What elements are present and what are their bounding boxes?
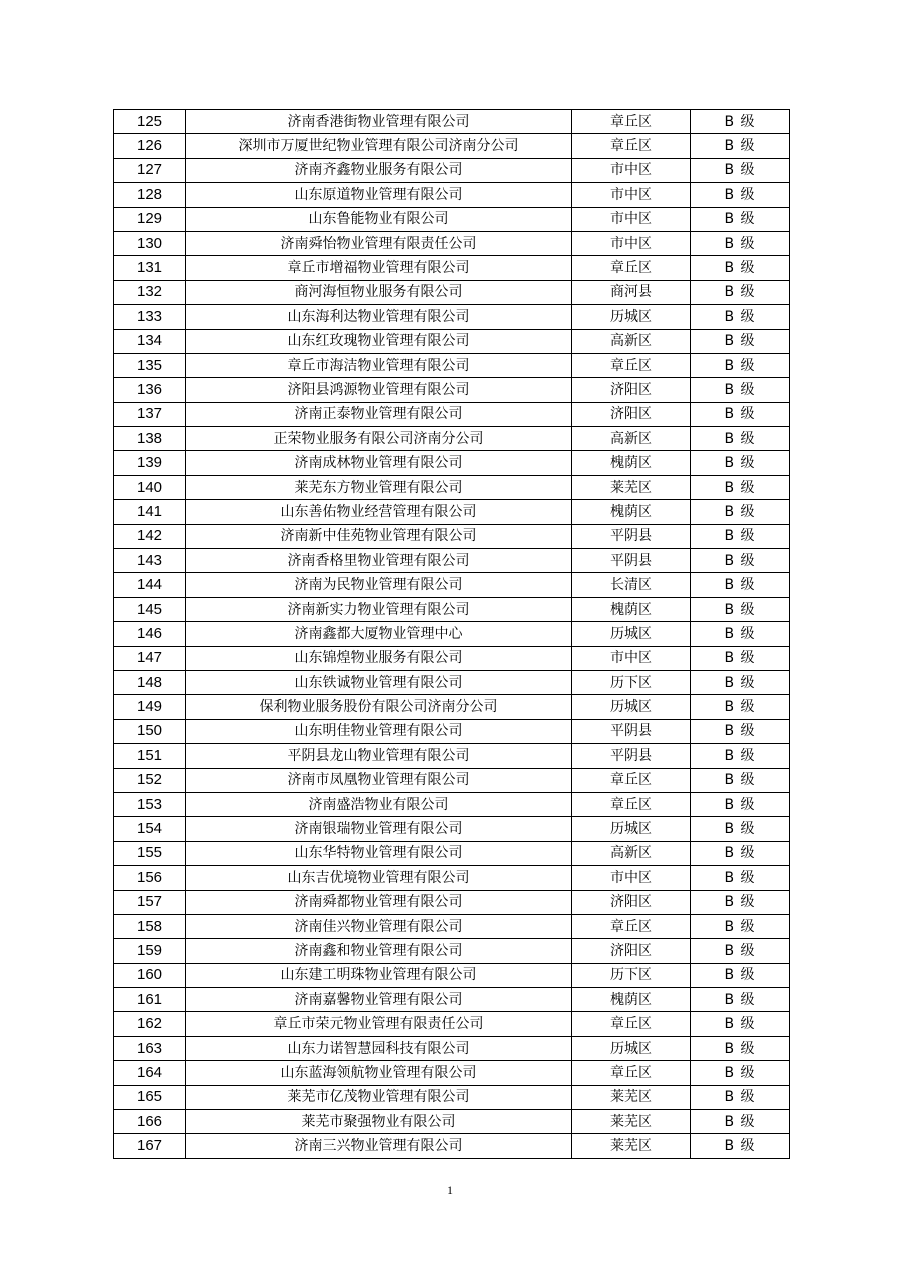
row-number-cell: 152: [114, 768, 186, 792]
district-cell: 章丘区: [572, 792, 691, 816]
grade-cell: B 级: [691, 451, 790, 475]
table-row: [114, 744, 790, 768]
company-name-cell: 济南齐鑫物业服务有限公司: [186, 158, 572, 182]
company-name-cell: 济阳县鸿源物业管理有限公司: [186, 378, 572, 402]
district-cell: 章丘区: [572, 1061, 691, 1085]
company-name-cell: 济南银瑞物业管理有限公司: [186, 817, 572, 841]
grade-cell: B 级: [691, 719, 790, 743]
company-name-cell: 济南嘉馨物业管理有限公司: [186, 988, 572, 1012]
company-name-cell: 济南正泰物业管理有限公司: [186, 402, 572, 426]
table-body: [114, 110, 790, 1159]
row-number-cell: 165: [114, 1085, 186, 1109]
district-cell: 历城区: [572, 695, 691, 719]
table-row: [114, 1134, 790, 1158]
company-name-cell: 山东明佳物业管理有限公司: [186, 719, 572, 743]
table-row: [114, 695, 790, 719]
page-number: 1: [447, 1183, 453, 1197]
table-row: [114, 988, 790, 1012]
row-number-cell: 136: [114, 378, 186, 402]
company-name-cell: 山东铁诚物业管理有限公司: [186, 670, 572, 694]
grade-cell: B 级: [691, 524, 790, 548]
company-name-cell: 济南香港街物业管理有限公司: [186, 110, 572, 134]
table-row: [114, 1110, 790, 1134]
company-name-cell: 章丘市增福物业管理有限公司: [186, 256, 572, 280]
row-number-cell: 151: [114, 744, 186, 768]
row-number-cell: 137: [114, 402, 186, 426]
row-number-cell: 146: [114, 622, 186, 646]
district-cell: 济阳区: [572, 939, 691, 963]
district-cell: 市中区: [572, 231, 691, 255]
company-name-cell: 济南鑫都大厦物业管理中心: [186, 622, 572, 646]
district-cell: 章丘区: [572, 1012, 691, 1036]
row-number-cell: 162: [114, 1012, 186, 1036]
grade-cell: B 级: [691, 817, 790, 841]
grade-cell: B 级: [691, 914, 790, 938]
row-number-cell: 160: [114, 963, 186, 987]
company-name-cell: 山东海利达物业管理有限公司: [186, 305, 572, 329]
company-name-cell: 济南新中佳苑物业管理有限公司: [186, 524, 572, 548]
row-number-cell: 141: [114, 500, 186, 524]
district-cell: 市中区: [572, 646, 691, 670]
district-cell: 市中区: [572, 158, 691, 182]
table-row: [114, 402, 790, 426]
grade-cell: B 级: [691, 353, 790, 377]
district-cell: 长清区: [572, 573, 691, 597]
district-cell: 济阳区: [572, 890, 691, 914]
district-cell: 历下区: [572, 963, 691, 987]
grade-cell: B 级: [691, 256, 790, 280]
row-number-cell: 149: [114, 695, 186, 719]
row-number-cell: 126: [114, 134, 186, 158]
table-row: [114, 329, 790, 353]
district-cell: 济阳区: [572, 378, 691, 402]
district-cell: 莱芜区: [572, 475, 691, 499]
grade-cell: B 级: [691, 841, 790, 865]
grade-cell: B 级: [691, 1110, 790, 1134]
row-number-cell: 130: [114, 231, 186, 255]
grade-cell: B 级: [691, 744, 790, 768]
grade-cell: B 级: [691, 670, 790, 694]
grade-cell: B 级: [691, 890, 790, 914]
district-cell: 济阳区: [572, 402, 691, 426]
row-number-cell: 135: [114, 353, 186, 377]
district-cell: 市中区: [572, 207, 691, 231]
company-name-cell: 莱芜市亿茂物业管理有限公司: [186, 1085, 572, 1109]
company-name-cell: 莱芜市聚强物业有限公司: [186, 1110, 572, 1134]
table-row: [114, 890, 790, 914]
row-number-cell: 153: [114, 792, 186, 816]
grade-cell: B 级: [691, 110, 790, 134]
grade-cell: B 级: [691, 280, 790, 304]
table-row: [114, 719, 790, 743]
table-row: [114, 1085, 790, 1109]
district-cell: 高新区: [572, 427, 691, 451]
company-name-cell: 保利物业服务股份有限公司济南分公司: [186, 695, 572, 719]
table-row: [114, 1036, 790, 1060]
company-name-cell: 济南市凤凰物业管理有限公司: [186, 768, 572, 792]
table-row: [114, 1061, 790, 1085]
company-name-cell: 济南舜怡物业管理有限责任公司: [186, 231, 572, 255]
grade-cell: B 级: [691, 695, 790, 719]
district-cell: 高新区: [572, 841, 691, 865]
grade-cell: B 级: [691, 1036, 790, 1060]
grade-cell: B 级: [691, 1085, 790, 1109]
company-name-cell: 山东原道物业管理有限公司: [186, 183, 572, 207]
district-cell: 平阴县: [572, 524, 691, 548]
row-number-cell: 157: [114, 890, 186, 914]
row-number-cell: 138: [114, 427, 186, 451]
grade-cell: B 级: [691, 939, 790, 963]
district-cell: 章丘区: [572, 353, 691, 377]
row-number-cell: 139: [114, 451, 186, 475]
table-row: [114, 670, 790, 694]
grade-cell: B 级: [691, 646, 790, 670]
row-number-cell: 166: [114, 1110, 186, 1134]
grade-cell: B 级: [691, 963, 790, 987]
company-name-cell: 深圳市万厦世纪物业管理有限公司济南分公司: [186, 134, 572, 158]
grade-cell: B 级: [691, 622, 790, 646]
company-name-cell: 商河海恒物业服务有限公司: [186, 280, 572, 304]
district-cell: 平阴县: [572, 549, 691, 573]
company-name-cell: 济南鑫和物业管理有限公司: [186, 939, 572, 963]
grade-cell: B 级: [691, 402, 790, 426]
table-row: [114, 280, 790, 304]
row-number-cell: 147: [114, 646, 186, 670]
table-row: [114, 963, 790, 987]
district-cell: 高新区: [572, 329, 691, 353]
row-number-cell: 140: [114, 475, 186, 499]
district-cell: 平阴县: [572, 719, 691, 743]
table-row: [114, 622, 790, 646]
row-number-cell: 143: [114, 549, 186, 573]
row-number-cell: 148: [114, 670, 186, 694]
district-cell: 历下区: [572, 670, 691, 694]
row-number-cell: 144: [114, 573, 186, 597]
grade-cell: B 级: [691, 1061, 790, 1085]
table-row: [114, 158, 790, 182]
district-cell: 莱芜区: [572, 1134, 691, 1158]
company-name-cell: 山东善佑物业经营管理有限公司: [186, 500, 572, 524]
grade-cell: B 级: [691, 500, 790, 524]
table-row: [114, 524, 790, 548]
table-row: [114, 207, 790, 231]
district-cell: 槐荫区: [572, 500, 691, 524]
company-name-cell: 济南成林物业管理有限公司: [186, 451, 572, 475]
district-cell: 历城区: [572, 622, 691, 646]
company-name-cell: 山东力诺智慧园科技有限公司: [186, 1036, 572, 1060]
grade-cell: B 级: [691, 427, 790, 451]
district-cell: 历城区: [572, 1036, 691, 1060]
district-cell: 章丘区: [572, 256, 691, 280]
grade-cell: B 级: [691, 183, 790, 207]
district-cell: 市中区: [572, 866, 691, 890]
row-number-cell: 150: [114, 719, 186, 743]
company-name-cell: 山东华特物业管理有限公司: [186, 841, 572, 865]
company-name-cell: 山东红玫瑰物业管理有限公司: [186, 329, 572, 353]
grade-cell: B 级: [691, 792, 790, 816]
table-row: [114, 549, 790, 573]
row-number-cell: 131: [114, 256, 186, 280]
row-number-cell: 127: [114, 158, 186, 182]
table-row: [114, 451, 790, 475]
table-row: [114, 353, 790, 377]
row-number-cell: 125: [114, 110, 186, 134]
table-row: [114, 378, 790, 402]
grade-cell: B 级: [691, 549, 790, 573]
grade-cell: B 级: [691, 207, 790, 231]
table-row: [114, 427, 790, 451]
table-row: [114, 792, 790, 816]
table-row: [114, 231, 790, 255]
row-number-cell: 161: [114, 988, 186, 1012]
row-number-cell: 132: [114, 280, 186, 304]
table-row: [114, 110, 790, 134]
table-row: [114, 183, 790, 207]
company-name-cell: 山东锦煌物业服务有限公司: [186, 646, 572, 670]
district-cell: 章丘区: [572, 768, 691, 792]
grade-cell: B 级: [691, 134, 790, 158]
row-number-cell: 142: [114, 524, 186, 548]
district-cell: 槐荫区: [572, 988, 691, 1012]
grade-cell: B 级: [691, 573, 790, 597]
row-number-cell: 154: [114, 817, 186, 841]
grade-cell: B 级: [691, 475, 790, 499]
company-name-cell: 莱芜东方物业管理有限公司: [186, 475, 572, 499]
row-number-cell: 159: [114, 939, 186, 963]
district-cell: 历城区: [572, 817, 691, 841]
row-number-cell: 156: [114, 866, 186, 890]
district-cell: 章丘区: [572, 134, 691, 158]
grade-cell: B 级: [691, 305, 790, 329]
company-name-cell: 山东蓝海领航物业管理有限公司: [186, 1061, 572, 1085]
grade-cell: B 级: [691, 1134, 790, 1158]
company-name-cell: 济南为民物业管理有限公司: [186, 573, 572, 597]
grade-cell: B 级: [691, 231, 790, 255]
row-number-cell: 155: [114, 841, 186, 865]
row-number-cell: 164: [114, 1061, 186, 1085]
grade-cell: B 级: [691, 329, 790, 353]
company-name-cell: 章丘市荣元物业管理有限责任公司: [186, 1012, 572, 1036]
table-row: [114, 768, 790, 792]
table-row: [114, 475, 790, 499]
company-name-cell: 山东建工明珠物业管理有限公司: [186, 963, 572, 987]
grade-cell: B 级: [691, 378, 790, 402]
table-row: [114, 305, 790, 329]
company-name-cell: 山东吉优境物业管理有限公司: [186, 866, 572, 890]
table-row: [114, 256, 790, 280]
row-number-cell: 128: [114, 183, 186, 207]
company-name-cell: 济南盛浩物业有限公司: [186, 792, 572, 816]
company-name-cell: 济南三兴物业管理有限公司: [186, 1134, 572, 1158]
district-cell: 章丘区: [572, 110, 691, 134]
table-row: [114, 914, 790, 938]
table-row: [114, 817, 790, 841]
company-name-cell: 平阴县龙山物业管理有限公司: [186, 744, 572, 768]
company-name-cell: 山东鲁能物业有限公司: [186, 207, 572, 231]
row-number-cell: 133: [114, 305, 186, 329]
district-cell: 槐荫区: [572, 451, 691, 475]
table-row: [114, 1012, 790, 1036]
district-cell: 槐荫区: [572, 597, 691, 621]
table-row: [114, 500, 790, 524]
grade-cell: B 级: [691, 866, 790, 890]
company-name-cell: 济南新实力物业管理有限公司: [186, 597, 572, 621]
row-number-cell: 129: [114, 207, 186, 231]
company-name-cell: 正荣物业服务有限公司济南分公司: [186, 427, 572, 451]
district-cell: 平阴县: [572, 744, 691, 768]
district-cell: 莱芜区: [572, 1110, 691, 1134]
table-row: [114, 134, 790, 158]
district-cell: 商河县: [572, 280, 691, 304]
row-number-cell: 167: [114, 1134, 186, 1158]
company-name-cell: 章丘市海洁物业管理有限公司: [186, 353, 572, 377]
company-grade-table: [113, 109, 790, 1159]
table-row: [114, 646, 790, 670]
district-cell: 莱芜区: [572, 1085, 691, 1109]
district-cell: 章丘区: [572, 914, 691, 938]
grade-cell: B 级: [691, 988, 790, 1012]
row-number-cell: 163: [114, 1036, 186, 1060]
district-cell: 历城区: [572, 305, 691, 329]
row-number-cell: 158: [114, 914, 186, 938]
grade-cell: B 级: [691, 1012, 790, 1036]
company-name-cell: 济南香格里物业管理有限公司: [186, 549, 572, 573]
row-number-cell: 145: [114, 597, 186, 621]
grade-cell: B 级: [691, 158, 790, 182]
table-row: [114, 597, 790, 621]
grade-cell: B 级: [691, 597, 790, 621]
district-cell: 市中区: [572, 183, 691, 207]
company-name-cell: 济南佳兴物业管理有限公司: [186, 914, 572, 938]
table-row: [114, 841, 790, 865]
table-row: [114, 866, 790, 890]
table-row: [114, 939, 790, 963]
table-row: [114, 573, 790, 597]
company-name-cell: 济南舜都物业管理有限公司: [186, 890, 572, 914]
row-number-cell: 134: [114, 329, 186, 353]
grade-cell: B 级: [691, 768, 790, 792]
